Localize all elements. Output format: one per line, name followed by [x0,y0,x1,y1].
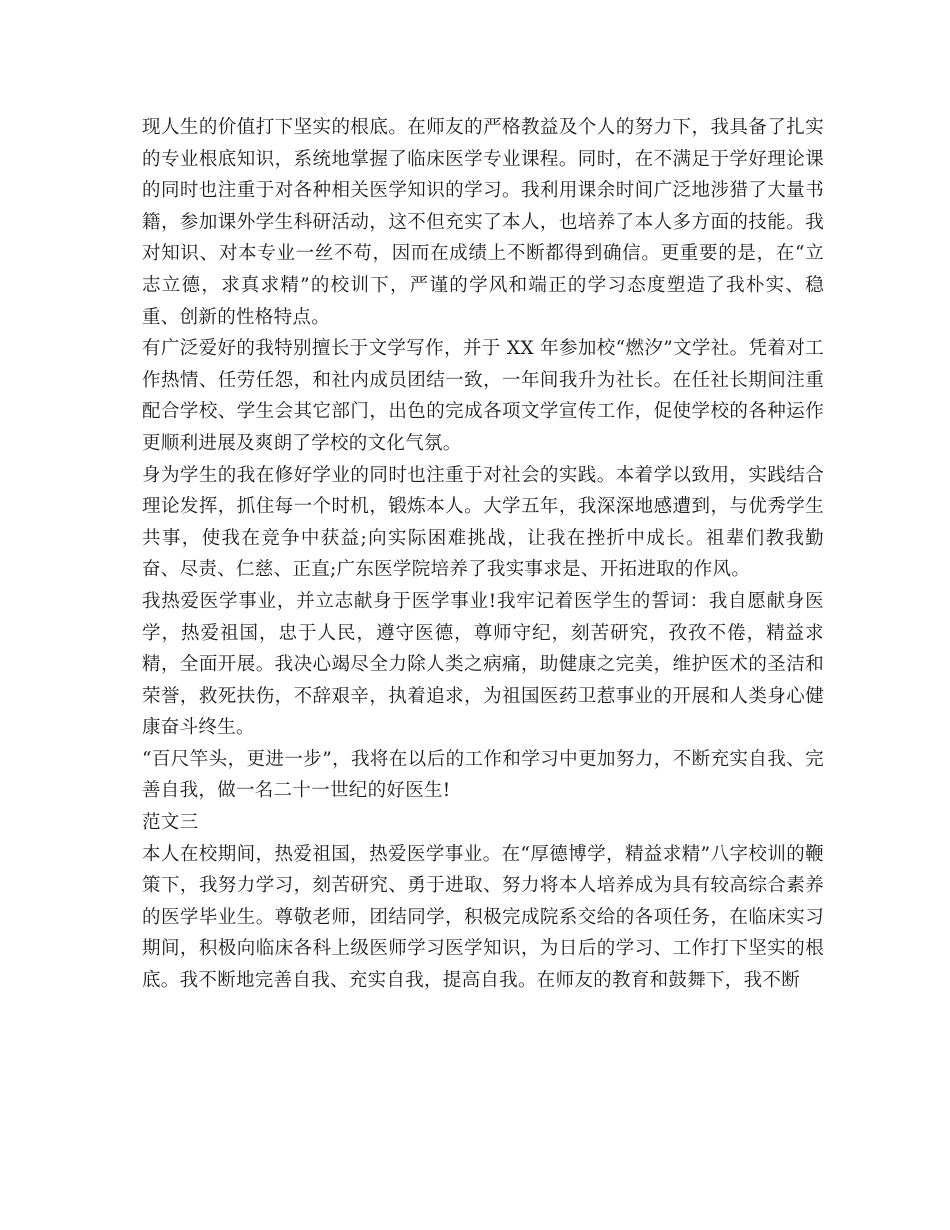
document-body [142,112,824,997]
paragraph-literature: 有广泛爱好的我特别擅长于文学写作，并于 XX 年参加校“燃汐”文学社。凭着对工作热情、任劳任怨，和社内成员团结一致，一年间我升为社长。在任社长期间注重配合学校、学生会其它部门，出色的完成各项文学宣传工作，促使学校的各种运作更顺利进展及爽朗了学校的文化气氛。 [142,338,824,454]
paragraph-motto: “百尺竿头，更进一步”，我将在以后的工作和学习中更加努力，不断充实自我、完善自我，做一名二十一世纪的好医生! [142,748,824,802]
paragraph-practice: 身为学生的我在修好学业的同时也注重于对社会的实践。本着学以致用，实践结合理论发挥，抓住每一个时机，锻炼本人。大学五年，我深深地感遭到，与优秀学生共事，使我在竞争中获益;向实际困难挑战，让我在挫折中成长。祖辈们教我勤奋、尽责、仁慈、正直;广东医学院培养了我实事求是、开拓进取的作风。 [142,464,824,581]
paragraph-oath: 我热爱医学事业，并立志献身于医学事业!我牢记着医学生的誓词：我自愿献身医学，热爱祖国，忠于人民，遵守医德，尊师守纪，刻苦研究，孜孜不倦，精益求精，全面开展。我决心竭尽全力除人类之病痛，助健康之完美，维护医术的圣洁和荣誉，救死扶伤，不辞艰辛，执着追求，为祖国医药卫惹事业的开展和人类身心健康奋斗终生。 [142,590,824,739]
paragraph-study: 现人生的价值打下坚实的根底。在师友的严格教益及个人的努力下，我具备了扎实的专业根底知识，系统地掌握了临床医学专业课程。同时，在不满足于学好理论课的同时也注重于对各种相关医学知识的学习。我利用课余时间广泛地涉猎了大量书籍，参加课外学生科研活动，这不但充实了本人，也培养了本人多方面的技能。我对知识、对本专业一丝不苟，因而在成绩上不断都得到确信。更重要的是，在“立志立德，求真求精”的校训下，严谨的学风和端正的学习态度塑造了我朴实、稳重、创新的性格特点。 [142,117,824,328]
section-title: 范文三 [142,812,199,834]
paragraph-sample-three: 本人在校期间，热爱祖国，热爱医学事业。在“厚德博学，精益求精”八字校训的鞭策下，我努力学习，刻苦研究、勇于进取、努力将本人培养成为具有较高综合素养的医学毕业生。尊敬老师，团结同学，积极完成院系交给的各项任务，在临床实习期间，积极向临床各科上级医师学习医学知识，为日后的学习、工作打下坚实的根底。我不断地完善自我、充实自我，提高自我。在师友的教育和鼓舞下，我不断 [142,843,824,992]
